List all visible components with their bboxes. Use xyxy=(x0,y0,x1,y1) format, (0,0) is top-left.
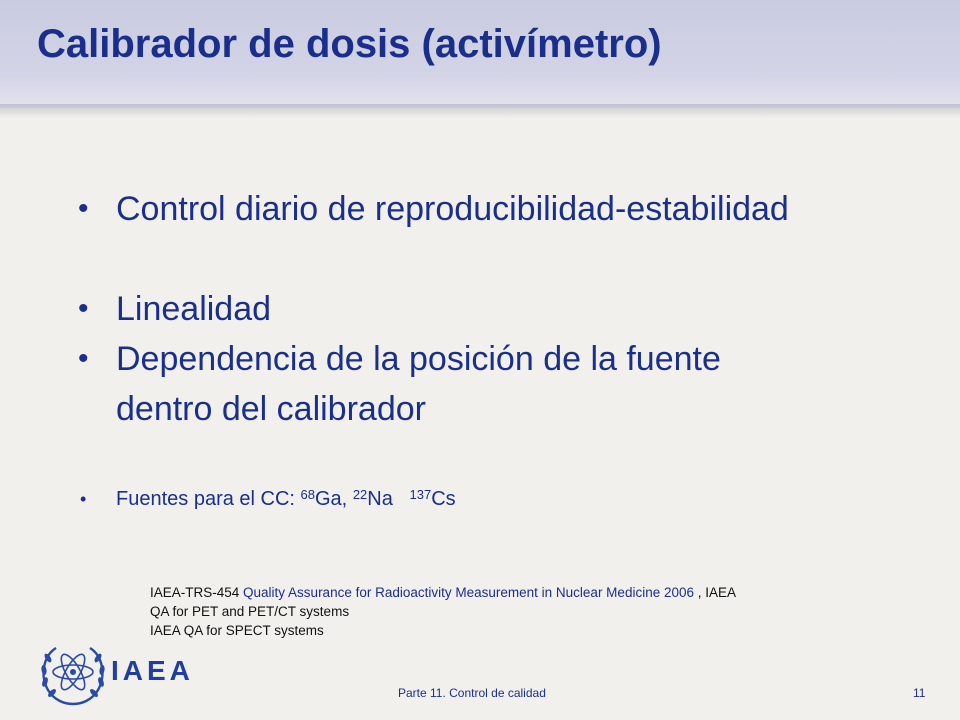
iaea-logo-text: IAEA xyxy=(111,655,194,686)
isotope-mass: 137 xyxy=(409,487,432,502)
bullet-dot-icon: • xyxy=(78,192,89,225)
reference-line: IAEA QA for SPECT systems xyxy=(150,623,324,638)
bullet-text: Dependencia de la posición de la fuente dentro del calibrador xyxy=(116,340,721,428)
bullet-item xyxy=(78,184,798,234)
sources-bullet xyxy=(80,486,456,512)
reference-line: QA for PET and PET/CT systems xyxy=(150,604,350,619)
isotope-symbol: Na xyxy=(367,488,393,510)
bullet-dot-icon: • xyxy=(80,489,87,509)
bullet-dot-icon: • xyxy=(78,342,89,375)
reference-prefix: IAEA-TRS-454 xyxy=(150,585,244,600)
isotope-mass: 68 xyxy=(300,487,315,502)
bullet-text: Control diario de reproducibilidad-estabilidad xyxy=(116,190,789,228)
header-shadow xyxy=(0,104,960,118)
isotope-symbol: Cs xyxy=(431,488,456,510)
isotope-symbol: Ga, xyxy=(315,488,348,510)
sources-prefix: Fuentes para el CC: xyxy=(116,488,301,510)
references xyxy=(150,583,736,640)
slide-title: Calibrador de dosis (activímetro) xyxy=(37,22,662,66)
bullet-item xyxy=(78,284,798,334)
bullet-dot-icon: • xyxy=(78,292,89,325)
page-number: 11 xyxy=(913,686,926,700)
sources-text xyxy=(116,488,456,510)
bullet-text: Linealidad xyxy=(116,290,272,328)
iaea-emblem-icon xyxy=(38,640,108,706)
reference-suffix: , IAEA xyxy=(694,585,737,600)
footer-caption: Parte 11. Control de calidad xyxy=(398,686,546,700)
isotope-mass: 22 xyxy=(352,487,368,502)
reference-line xyxy=(150,583,736,602)
reference-link[interactable]: Quality Assurance for Radioactivity Measurement in Nuclear Medicine 2006 xyxy=(243,585,694,600)
bullet-item xyxy=(78,334,798,434)
